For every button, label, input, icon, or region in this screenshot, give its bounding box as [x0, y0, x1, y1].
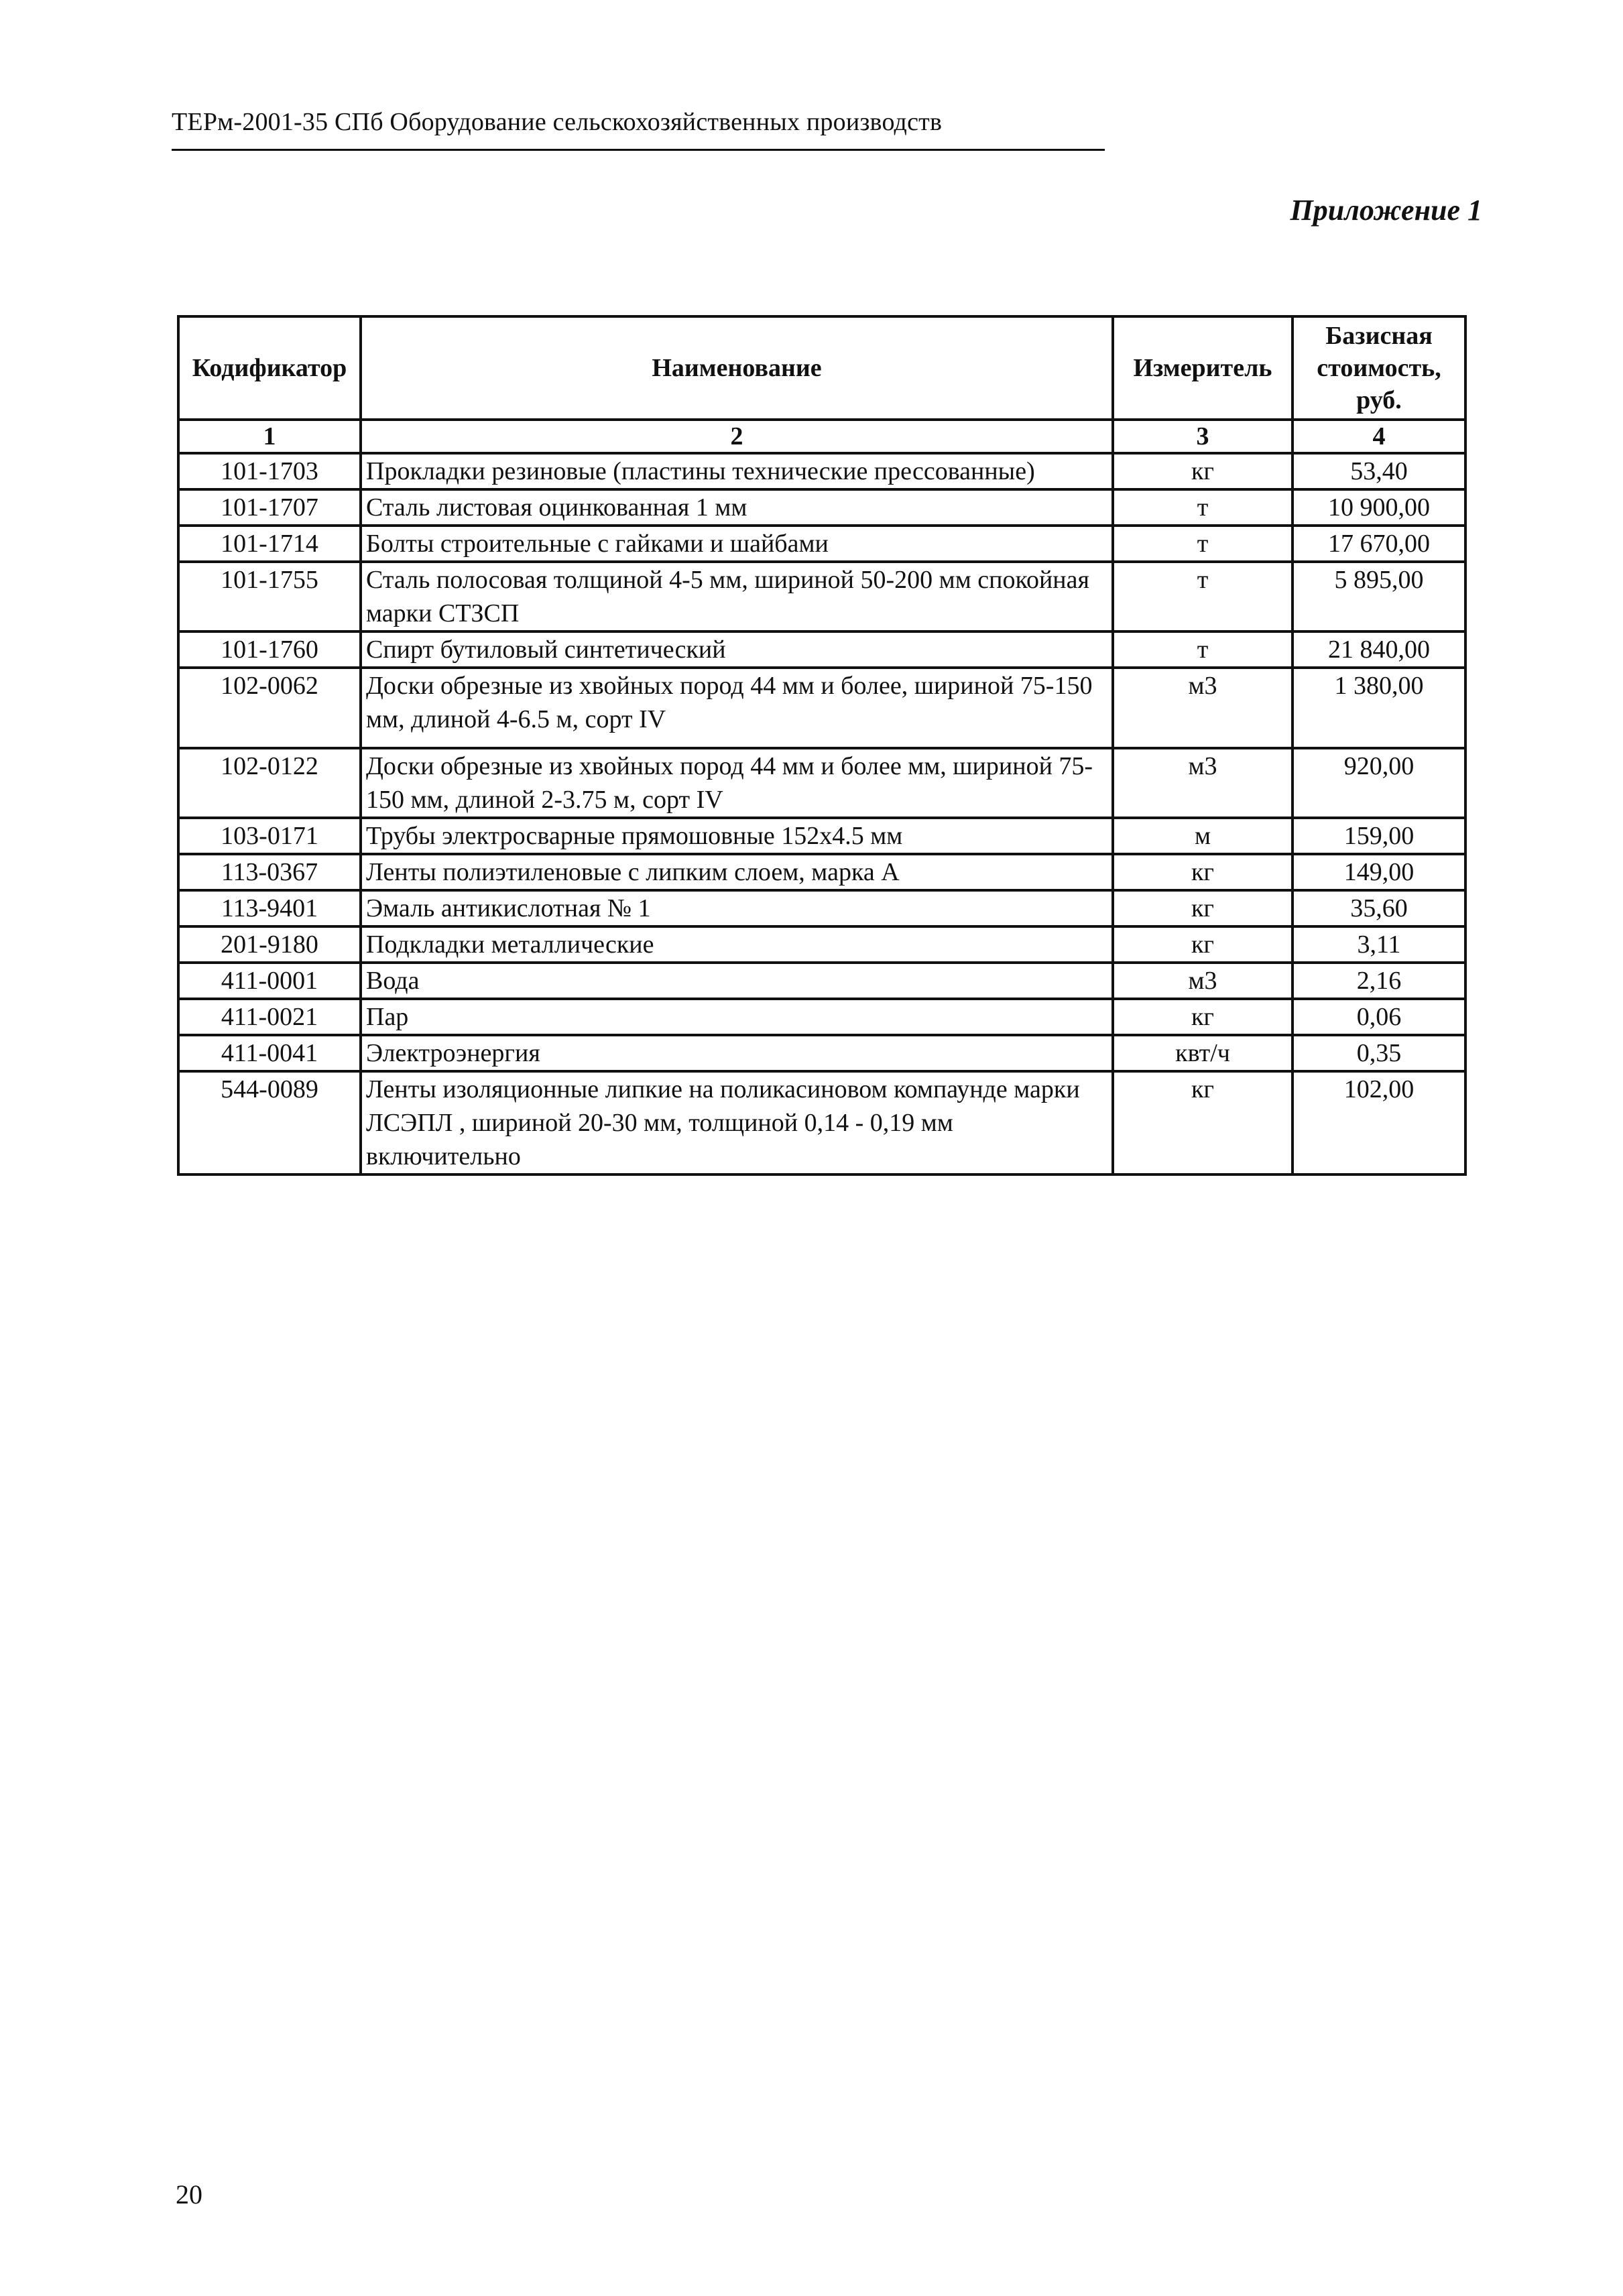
cell-unit: кг [1113, 453, 1293, 489]
cell-name: Прокладки резиновые (пластины технические прессованные) [361, 453, 1113, 489]
column-number: 3 [1113, 420, 1293, 453]
table-header-row [178, 316, 1465, 420]
column-header-name: Наименование [361, 316, 1113, 420]
cell-price: 159,00 [1293, 818, 1465, 854]
cell-price: 10 900,00 [1293, 489, 1465, 526]
cell-price: 920,00 [1293, 748, 1465, 818]
cell-code: 544-0089 [178, 1071, 361, 1174]
cell-name: Ленты изоляционные липкие на поликасиновом компаунде марки ЛСЭПЛ , шириной 20-30 мм, толщиной 0,14 - 0,19 мм включительно [361, 1071, 1113, 1174]
cell-name: Эмаль антикислотная № 1 [361, 890, 1113, 926]
cell-name: Подкладки металлические [361, 926, 1113, 963]
cell-unit: т [1113, 526, 1293, 562]
cell-name: Ленты полиэтиленовые с липким слоем, марка А [361, 854, 1113, 890]
cell-code: 101-1755 [178, 562, 361, 631]
table-row [178, 453, 1465, 489]
cell-name: Доски обрезные из хвойных пород 44 мм и более, шириной 75-150 мм, длиной 4-6.5 м, сорт IV [361, 668, 1113, 748]
cell-unit: кг [1113, 854, 1293, 890]
table-row [178, 890, 1465, 926]
cell-price: 102,00 [1293, 1071, 1465, 1174]
column-header-code: Кодификатор [178, 316, 361, 420]
appendix-label: Приложение 1 [1290, 194, 1482, 227]
cell-unit: т [1113, 562, 1293, 631]
table-row [178, 1035, 1465, 1071]
cell-code: 101-1707 [178, 489, 361, 526]
cell-code: 113-0367 [178, 854, 361, 890]
table-row [178, 489, 1465, 526]
cell-code: 411-0021 [178, 999, 361, 1035]
header-divider [172, 149, 1105, 151]
cell-unit: т [1113, 489, 1293, 526]
cell-price: 17 670,00 [1293, 526, 1465, 562]
cell-unit: кг [1113, 926, 1293, 963]
cell-code: 113-9401 [178, 890, 361, 926]
table-row [178, 526, 1465, 562]
cell-price: 2,16 [1293, 963, 1465, 999]
cell-price: 0,06 [1293, 999, 1465, 1035]
document-header-title: ТЕРм-2001-35 СПб Оборудование сельскохозяйственных производств [172, 108, 943, 136]
cell-unit: кг [1113, 1071, 1293, 1174]
table-row [178, 1071, 1465, 1174]
cell-code: 101-1703 [178, 453, 361, 489]
cell-name: Сталь листовая оцинкованная 1 мм [361, 489, 1113, 526]
table-row [178, 926, 1465, 963]
cell-unit: м3 [1113, 748, 1293, 818]
cell-unit: квт/ч [1113, 1035, 1293, 1071]
column-header-unit: Измеритель [1113, 316, 1293, 420]
cell-name: Трубы электросварные прямошовные 152х4.5 мм [361, 818, 1113, 854]
cell-code: 102-0062 [178, 668, 361, 748]
cell-code: 101-1760 [178, 631, 361, 668]
table-row [178, 999, 1465, 1035]
cell-code: 103-0171 [178, 818, 361, 854]
cell-price: 21 840,00 [1293, 631, 1465, 668]
cell-code: 411-0001 [178, 963, 361, 999]
cell-name: Спирт бутиловый синтетический [361, 631, 1113, 668]
cell-price: 3,11 [1293, 926, 1465, 963]
cell-unit: т [1113, 631, 1293, 668]
cell-name: Пар [361, 999, 1113, 1035]
cell-price: 53,40 [1293, 453, 1465, 489]
table-row [178, 818, 1465, 854]
price-table [177, 315, 1467, 1176]
table-row [178, 963, 1465, 999]
cell-code: 102-0122 [178, 748, 361, 818]
page-number: 20 [176, 2179, 202, 2210]
cell-code: 411-0041 [178, 1035, 361, 1071]
cell-unit: м [1113, 818, 1293, 854]
cell-price: 1 380,00 [1293, 668, 1465, 748]
cell-name: Вода [361, 963, 1113, 999]
cell-name: Сталь полосовая толщиной 4-5 мм, шириной 50-200 мм спокойная марки СТЗСП [361, 562, 1113, 631]
column-header-price: Базисная стоимость, руб. [1293, 316, 1465, 420]
column-number: 1 [178, 420, 361, 453]
cell-price: 5 895,00 [1293, 562, 1465, 631]
table-row [178, 631, 1465, 668]
cell-unit: кг [1113, 999, 1293, 1035]
cell-unit: м3 [1113, 668, 1293, 748]
cell-unit: кг [1113, 890, 1293, 926]
cell-code: 101-1714 [178, 526, 361, 562]
cell-price: 35,60 [1293, 890, 1465, 926]
column-number: 4 [1293, 420, 1465, 453]
column-number: 2 [361, 420, 1113, 453]
cell-price: 0,35 [1293, 1035, 1465, 1071]
table-row [178, 854, 1465, 890]
cell-code: 201-9180 [178, 926, 361, 963]
cell-price: 149,00 [1293, 854, 1465, 890]
table-row [178, 748, 1465, 818]
cell-name: Болты строительные с гайками и шайбами [361, 526, 1113, 562]
cell-name: Электроэнергия [361, 1035, 1113, 1071]
cell-unit: м3 [1113, 963, 1293, 999]
column-number-row [178, 420, 1465, 453]
table-row [178, 668, 1465, 748]
table-row [178, 562, 1465, 631]
cell-name: Доски обрезные из хвойных пород 44 мм и более мм, шириной 75-150 мм, длиной 2-3.75 м, сорт IV [361, 748, 1113, 818]
